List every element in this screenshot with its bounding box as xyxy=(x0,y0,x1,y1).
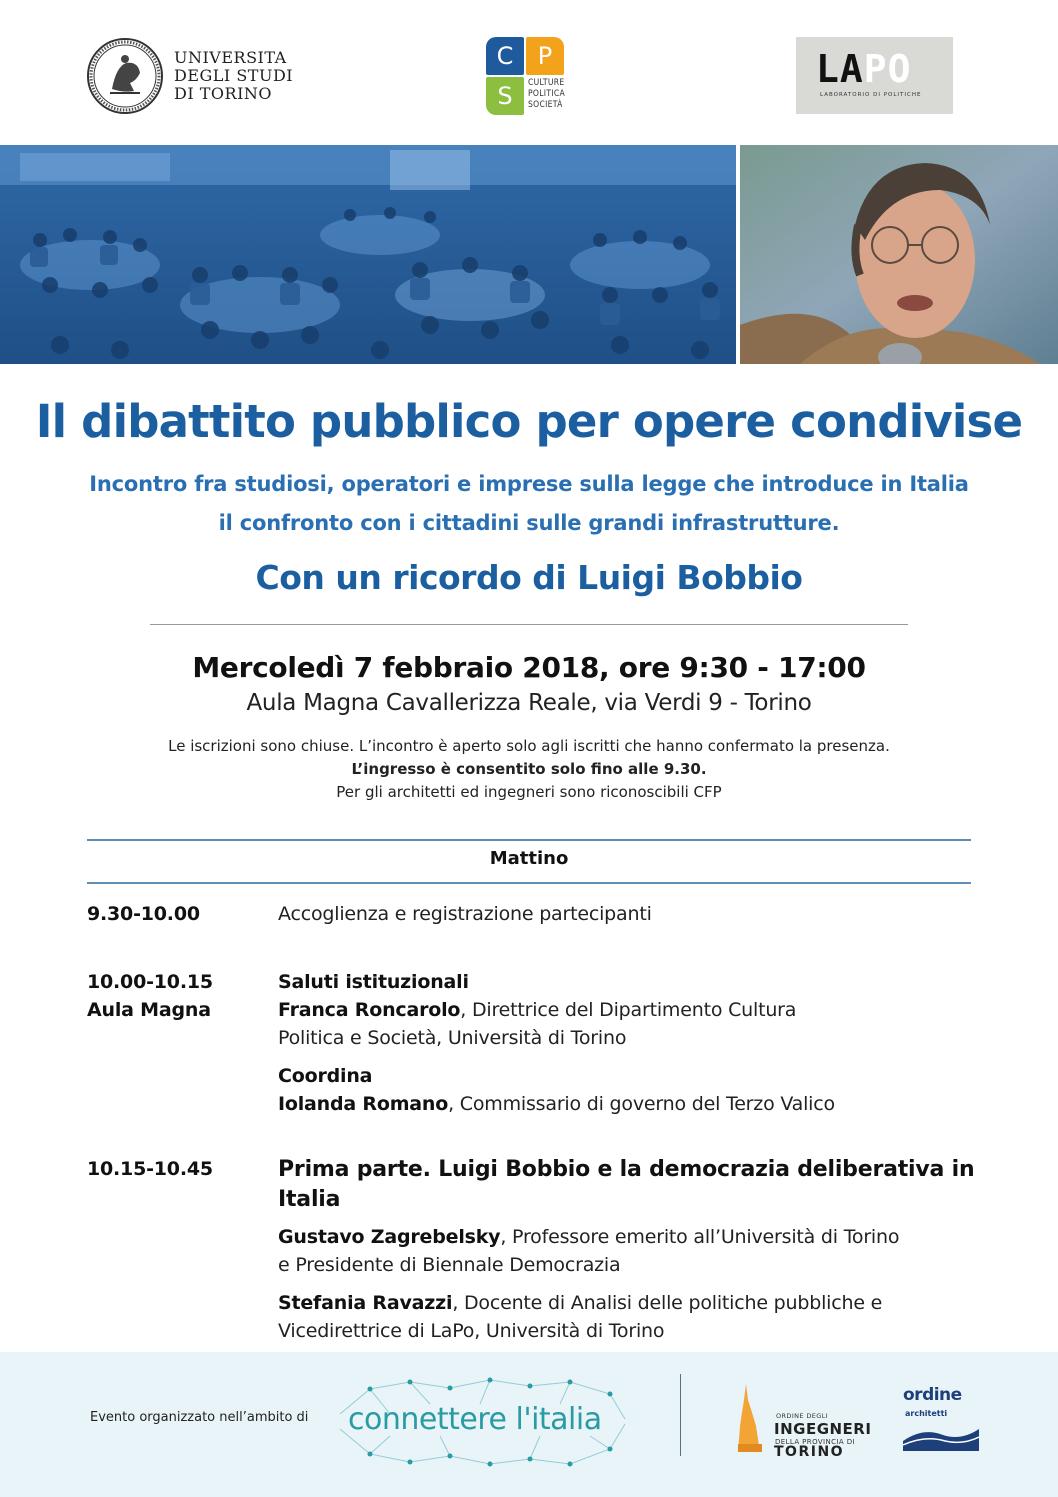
page-title: Il dibattito pubblico per opere condivise xyxy=(35,395,1023,448)
speaker-role-continued: e Presidente di Biennale Democrazia xyxy=(278,1254,621,1276)
organized-by-label: Evento organizzato nell’ambito di xyxy=(90,1410,309,1425)
cps-word-3: SOCIETÀ xyxy=(528,100,563,110)
footer xyxy=(0,1352,1058,1497)
lapo-subtitle: LABORATORIO DI POLITICHE xyxy=(820,92,922,98)
greetings-heading: Saluti istituzionali xyxy=(278,971,469,993)
footer-divider xyxy=(680,1374,681,1456)
subtitle xyxy=(0,465,1058,543)
speaker-portrait-graphic xyxy=(740,145,1058,364)
unito-line-1: UNIVERSITA xyxy=(174,48,287,67)
audience-photo xyxy=(0,145,736,364)
unito-line-3: DI TORINO xyxy=(174,84,273,103)
ordine-wave-icon xyxy=(903,1423,979,1451)
coordinator-name: Iolanda Romano xyxy=(278,1093,449,1115)
speaker-role: , Direttrice del Dipartimento Cultura xyxy=(460,999,797,1021)
ordine-architetti-logo xyxy=(903,1385,983,1455)
slot-content xyxy=(278,900,978,928)
cps-word-2: POLITICA xyxy=(528,89,566,99)
slot-text: Accoglienza e registrazione partecipanti xyxy=(278,903,652,925)
speaker-role: , Professore emerito all’Università di Torino xyxy=(500,1226,900,1248)
event-venue: Aula Magna Cavallerizza Reale, via Verdi 9 - Torino xyxy=(246,690,812,716)
university-seal-icon xyxy=(86,37,164,115)
divider xyxy=(150,624,908,625)
speaker-name: Gustavo Zagrebelsky xyxy=(278,1226,501,1248)
cps-s-tile: S xyxy=(486,77,524,115)
event-date: Mercoledì 7 febbraio 2018, ore 9:30 - 17:00 xyxy=(192,651,866,684)
cps-logo xyxy=(486,37,564,115)
speaker-portrait xyxy=(740,145,1058,364)
cps-p-tile: P xyxy=(526,37,564,75)
header-logos xyxy=(0,0,1058,145)
architetti-wordmark: architetti xyxy=(905,1409,948,1418)
speaker-block xyxy=(278,1223,978,1279)
speaker-name: Stefania Ravazzi xyxy=(278,1292,453,1314)
ingegneri-city: TORINO xyxy=(774,1444,845,1460)
speaker-role-continued: Vicedirettrice di LaPo, Università di Torino xyxy=(278,1320,665,1342)
slot-place: Aula Magna xyxy=(87,999,211,1021)
coordination-heading: Coordina xyxy=(278,1065,373,1087)
unito-logo xyxy=(86,37,293,115)
greetings-block xyxy=(278,968,978,1052)
program-rule-bottom xyxy=(87,882,971,884)
ingegneri-province-label: DELLA PROVINCIA DI xyxy=(775,1438,855,1446)
connettere-italia-logo xyxy=(330,1374,630,1474)
subtitle-line-2: il confronto con i cittadini sulle grandi infrastrutture. xyxy=(218,511,840,535)
note-line-1: Le iscrizioni sono chiuse. L’incontro è aperto solo agli iscritti che hanno confermato la presenza. xyxy=(168,737,890,755)
slot-time: 9.30-10.00 xyxy=(87,903,200,925)
slot-content xyxy=(278,968,978,1128)
lapo-logo xyxy=(796,37,953,114)
program-rule-top xyxy=(87,839,971,841)
coordinator-role: , Commissario di governo del Terzo Valico xyxy=(448,1093,835,1115)
note-line-2-bold: L’ingresso è consentito solo fino alle 9.30. xyxy=(351,760,707,778)
audience-photo-graphic xyxy=(0,145,736,364)
connettere-wordmark: connettere l'italia xyxy=(348,1402,602,1437)
session-heading: Prima parte. Luigi Bobbio e la democrazia deliberativa in Italia xyxy=(278,1157,975,1212)
photo-banner xyxy=(0,145,1058,364)
slot-content xyxy=(278,1155,978,1355)
note-line-2 xyxy=(0,758,1058,781)
speaker-role-continued: Politica e Società, Università di Torino xyxy=(278,1027,627,1049)
lapo-la: LA xyxy=(816,47,864,91)
note-line-3: Per gli architetti ed ingegneri sono riconoscibili CFP xyxy=(336,783,722,801)
slot-time: 10.15-10.45 xyxy=(87,1158,213,1180)
cps-c-tile: C xyxy=(486,37,524,75)
mole-antonelliana-icon xyxy=(738,1382,778,1454)
registration-notes xyxy=(0,735,1058,804)
ingegneri-logo xyxy=(738,1382,888,1462)
ordine-wordmark: ordine xyxy=(903,1385,962,1405)
cps-words xyxy=(528,78,565,111)
speaker-name: Franca Roncarolo xyxy=(278,999,461,1021)
ingegneri-wordmark: INGEGNERI xyxy=(774,1420,872,1438)
slot-time-value: 10.00-10.15 xyxy=(87,971,213,993)
coordination-block xyxy=(278,1062,978,1118)
speaker-block xyxy=(278,1289,978,1345)
speaker-role: , Docente di Analisi delle politiche pubbliche e xyxy=(452,1292,883,1314)
program-section-heading: Mattino xyxy=(489,848,569,869)
slot-time xyxy=(87,968,213,1024)
subtitle-line-1: Incontro fra studiosi, operatori e imprese sulla legge che introduce in Italia xyxy=(89,472,969,496)
lapo-wordmark xyxy=(816,47,912,91)
cps-word-1: CULTURE xyxy=(528,78,565,88)
memory-heading: Con un ricordo di Luigi Bobbio xyxy=(255,558,803,597)
unito-name xyxy=(174,49,293,103)
lapo-po: PO xyxy=(863,47,912,91)
ingegneri-order-label: ORDINE DEGLI xyxy=(776,1412,829,1420)
unito-line-2: DEGLI STUDI xyxy=(174,66,294,85)
